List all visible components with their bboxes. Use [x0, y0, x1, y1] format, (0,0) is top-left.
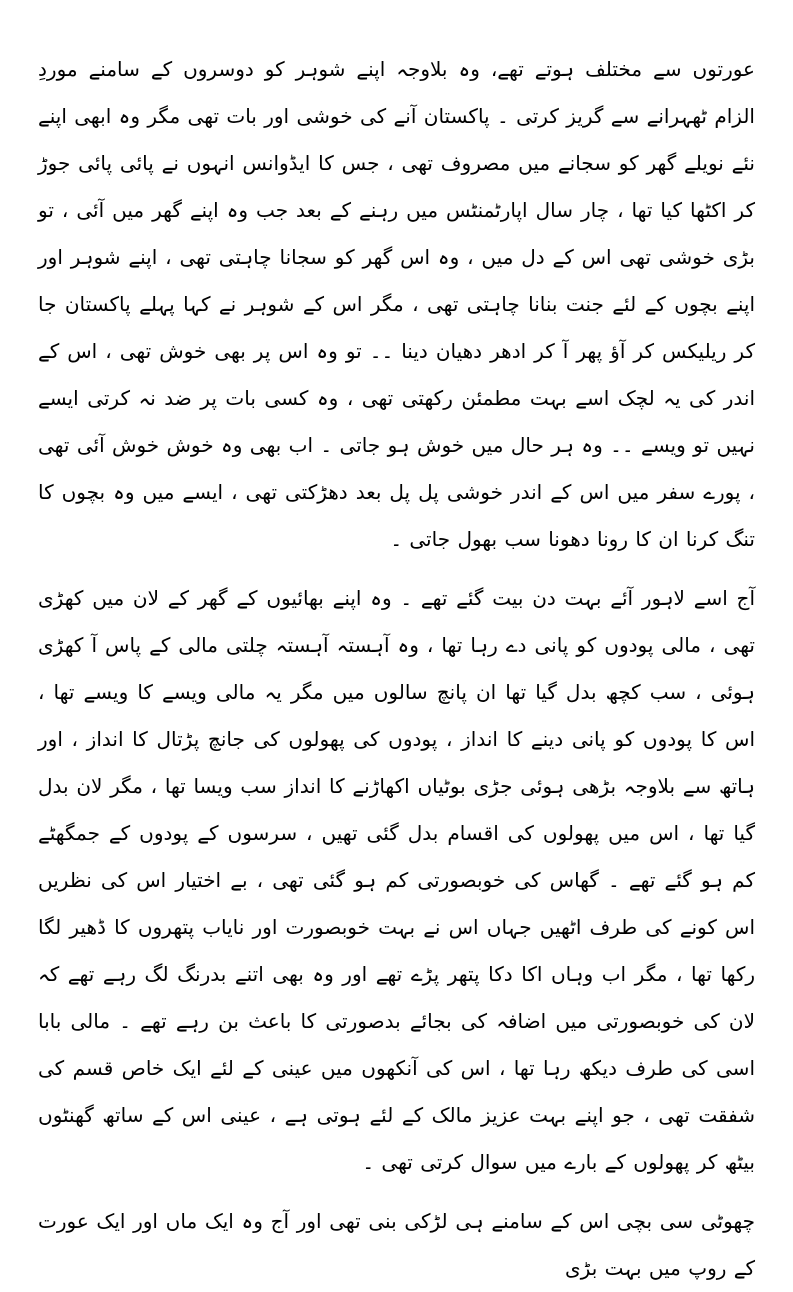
- paragraph-1: عورتوں سے مختلف ہوتے تھے، وہ بلاوجہ اپنے شوہر کو دوسروں کے سامنے موردِ الزام ٹھہرانے سے گریز کرتی ۔ پاکستان آنے کی خوشی اور بات تھی مگر وہ ابھی اپنے نئے نویلے گھر کو سجانے میں مصروف تھی ، جس کا ایڈوانس انہوں نے پائی پائی جوڑ کر اکٹھا کیا تھا ، چار سال اپارٹمنٹس میں رہنے کے بعد جب وہ اپنے گھر میں آئی ، تو بڑی خوشی تھی اس کے دل میں ، وہ اس گھر کو سجانا چاہتی تھی ، اپنے شوہر اور اپنے بچوں کے لئے جنت بنانا چاہتی تھی ، مگر اس کے شوہر نے کہا پہلے پاکستان جا کر ریلیکس کر آؤ پھر آ کر ادھر دھیان دینا ۔۔ تو وہ اس پر بھی خوش تھی ، اس کے اندر کی یہ لچک اسے بہت مطمئن رکھتی تھی ، وہ کسی بات پر ضد نہ کرتی ایسے نہیں تو ویسے ۔۔ وہ ہر حال میں خوش ہو جاتی ۔ اب بھی وہ خوش خوش آئی تھی ، پورے سفر میں اس کے اندر خوشی پل پل بعد دھڑکتی تھی ، ایسے میں وہ بچوں کا تنگ کرنا ان کا رونا دھونا سب بھول جاتی ۔: [38, 57, 756, 551]
- body-text: [38, 46, 755, 1292]
- paragraph-2: آج اسے لاہور آئے بہت دن بیت گئے تھے ۔ وہ اپنے بھائیوں کے گھر کے لان میں کھڑی تھی ، مالی پودوں کو پانی دے رہا تھا ، وہ آہستہ آہستہ چلتی مالی کے پاس آ کھڑی ہوئی ، سب کچھ بدل گیا تھا ان پانچ سالوں میں مگر یہ مالی ویسے کا ویسے تھا ، اس کا پودوں کو پانی دینے کا انداز ، پودوں کی پھولوں کی جانچ پڑتال کا انداز ، اور ہاتھ سے بلاوجہ بڑھی ہوئی جڑی بوٹیاں اکھاڑنے کا انداز سب ویسا تھا ، مگر لان بدل گیا تھا ، اس میں پھولوں کی اقسام بدل گئی تھیں ، سرسوں کے پودوں کے جمگھٹے کم ہو گئے تھے ۔ گھاس کی خوبصورتی کم ہو گئی تھی ، بے اختیار اس کی نظریں اس کونے کی طرف اٹھیں جہاں اس نے بہت خوبصورت اور نایاب پتھروں کا ڈھیر لگا رکھا تھا ، مگر اب وہاں اکا دکا پتھر پڑے تھے اور وہ بھی اتنے بدرنگ لگ رہے تھے کہ لان کی خوبصورتی میں اضافہ کی بجائے بدصورتی کا باعث بن رہے تھے ۔ مالی بابا اسی کی طرف دیکھ رہا تھا ، اس کی آنکھوں میں عینی کے لئے ایک خاص قسم کی شفقت تھی ، جو اپنے بہت عزیز مالک کے لئے ہوتی ہے ، عینی اس کے ساتھ گھنٹوں بیٹھ کر پھولوں کے بارے میں سوال کرتی تھی ۔: [38, 586, 755, 1174]
- paragraph-3: چھوٹی سی بچی اس کے سامنے ہی لڑکی بنی تھی اور آج وہ ایک ماں اور ایک عورت کے روپ میں بہت بڑی: [38, 1209, 755, 1280]
